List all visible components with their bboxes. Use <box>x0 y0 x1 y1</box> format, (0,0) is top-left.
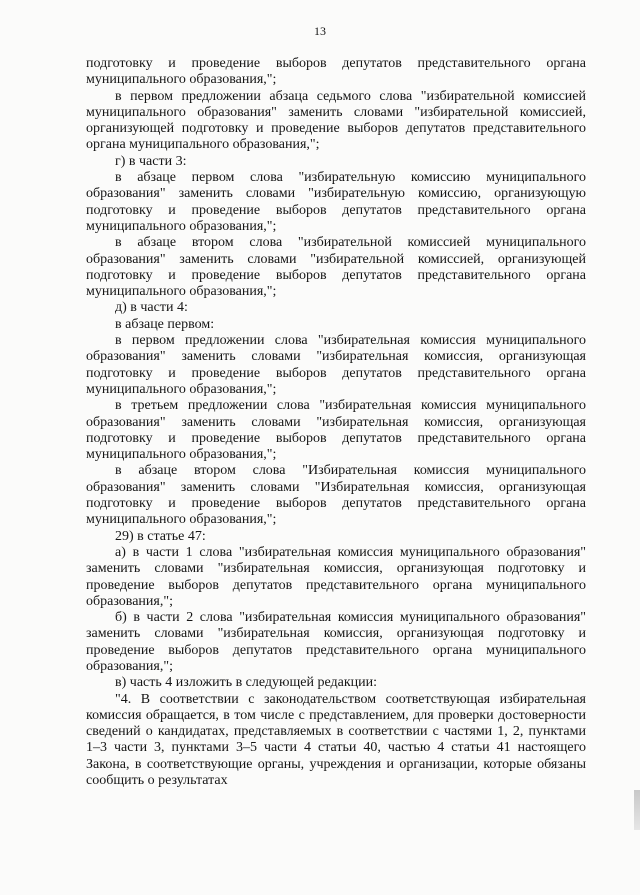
paragraph: в абзаце втором слова "избирательной комиссией муниципального образования" заменить словами "избирательной комиссией, организующей подготовку и проведение выборов депутатов представительного органа муниципального образования,"; <box>86 235 586 300</box>
document-body <box>86 56 586 789</box>
paragraph: в третьем предложении слова "избирательная комиссия муниципального образования" заменить словами "избирательная комиссия, организующая подготовку и проведение выборов депутатов представительного органа муниципального образования,"; <box>86 398 586 463</box>
paragraph: б) в части 2 слова "избирательная комиссия муниципального образования" заменить словами "избирательная комиссия, организующая подготовку и проведение выборов депутатов представительного органа муниципального образования,"; <box>86 610 586 674</box>
paragraph: в абзаце втором слова "Избирательная комиссия муниципального образования" заменить словами "Избирательная комиссия, организующая подготовку и проведение выборов депутатов представительного органа муниципального образования,"; <box>86 463 586 528</box>
paragraph: в) часть 4 изложить в следующей редакции: <box>115 675 378 691</box>
paragraph: в абзаце первом слова "избирательную комиссию муниципального образования" заменить словами "избирательную комиссию, организующую подготовку и проведение выборов депутатов представительного органа муниципального образования,"; <box>86 170 586 234</box>
scan-edge-mark <box>634 790 640 830</box>
page-number: 13 <box>314 24 326 38</box>
paragraph: в первом предложении абзаца седьмого слова "избирательной комиссией муниципального образования" заменить словами "избирательной комиссией, организующей подготовку и проведение выборов депутатов представительного органа муниципального образования,"; <box>86 88 586 153</box>
paragraph: подготовку и проведение выборов депутатов представительного органа муниципального образования,"; <box>86 56 586 88</box>
paragraph: "4. В соответствии с законодательством соответствующая избирательная комиссия обращается, в том числе с представлением, для проверки достоверности сведений о кандидатах, представляемых в соответствии с частями 1, 2, пунктами 1–3 части 3, пунктами 3–5 части 4 статьи 40, частью 4 статьи 41 настоящего Закона, в соответствующие органы, учреждения и организации, которые обязаны сообщить о результатах <box>86 691 586 789</box>
paragraph: д) в части 4: <box>115 300 188 316</box>
paragraph: в первом предложении слова "избирательная комиссия муниципального образования" заменить словами "избирательная комиссия, организующая подготовку и проведение выборов депутатов представительного органа муниципального образования,"; <box>86 333 586 397</box>
paragraph: в абзаце первом: <box>115 316 215 332</box>
paragraph: г) в части 3: <box>115 153 187 169</box>
paragraph: а) в части 1 слова "избирательная комиссия муниципального образования" заменить словами "избирательная комиссия, организующая подготовку и проведение выборов депутатов представительного органа муниципального образования,"; <box>86 544 586 609</box>
paragraph: 29) в статье 47: <box>115 528 206 544</box>
